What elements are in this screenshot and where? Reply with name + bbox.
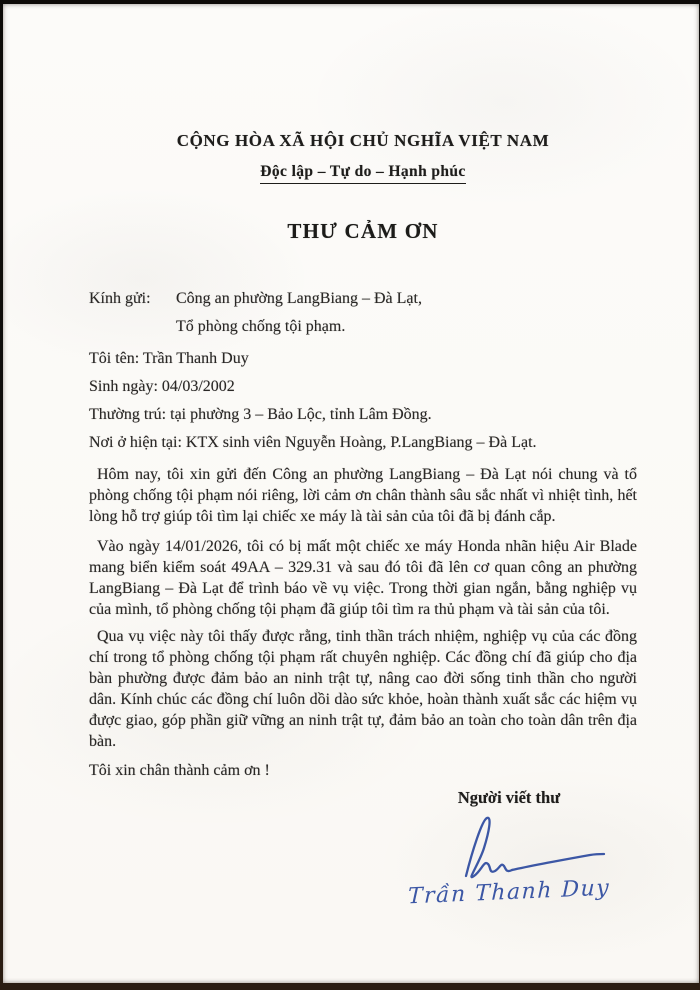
signer-role-label: Người viết thư [457,788,561,807]
paragraph-incident: Vào ngày 14/01/2026, tôi có bị mất một chiếc xe máy Honda nhãn hiệu Air Blade mang biển kiểm soát 49AA – 329.31 và sau đó tôi đã lên cơ quan công an phường LangBiang – Đà Lạt để trình báo về vụ việc. Trong thời gian ngắn, bằng nghiệp vụ của mình, tổ phòng chống tội phạm đã giúp tôi tìm ra thủ phạm và tài sản của tôi. [89,538,637,618]
sender-residence-line: Thường trú: tại phường 3 – Bảo Lộc, tỉnh Lâm Đồng. [89,406,432,423]
letter-page [3,4,699,983]
national-motto-line2: Độc lập – Tự do – Hạnh phúc [260,163,465,184]
sender-current-address-line: Nơi ở hiện tại: KTX sinh viên Nguyễn Hoàng, P.LangBiang – Đà Lạt. [89,434,537,451]
closing-line: Tôi xin chân thành cảm ơn ! [89,762,270,779]
sender-name-line: Tôi tên: Trần Thanh Duy [89,350,249,367]
signature-block [389,788,629,910]
recipient-label: Kính gửi: [89,290,151,307]
letter-content [3,4,699,983]
national-motto-line1: CỘNG HÒA XÃ HỘI CHỦ NGHĨA VIỆT NAM [176,131,550,150]
recipient-line-2: Tổ phòng chống tội phạm. [176,318,346,335]
signed-name-handwriting: Trần Thanh Duy [407,875,611,910]
sender-birth-line: Sinh ngày: 04/03/2002 [89,378,235,395]
recipient-lines [176,285,637,341]
paragraph-appreciation: Qua vụ việc này tôi thấy được rằng, tinh thần trách nhiệm, nghiệp vụ của các đồng chí trong tổ phòng chống tội phạm rất chuyên nghiệp. Các đồng chí đã giúp cho địa bàn phường được đảm bảo an ninh trật tự, nâng cao đời sống tinh thần cho người dân. Kính chúc các đồng chí luôn dồi dào sức khỏe, hoàn thành xuất sắc các hiệm vụ được giao, góp phần giữ vững an ninh trật tự, đảm bảo an toàn cho toàn dân trên địa bàn. [89,628,637,750]
document-title: THƯ CẢM ƠN [287,219,439,243]
sender-info-block [89,345,637,457]
recipient-block [89,285,637,341]
national-motto-line2-wrap [89,163,637,184]
recipient-line-1: Công an phường LangBiang – Đà Lạt, [176,290,422,307]
paragraph-thanks: Hôm nay, tôi xin gửi đến Công an phường LangBiang – Đà Lạt nói chung và tổ phòng chống tội phạm nói riêng, lời cảm ơn chân thành sâu sắc nhất vì nhiệt tình, hết lòng hỗ trợ giúp tôi tìm lại chiếc xe máy là tài sản của tôi đã bị đánh cắp. [89,466,637,525]
